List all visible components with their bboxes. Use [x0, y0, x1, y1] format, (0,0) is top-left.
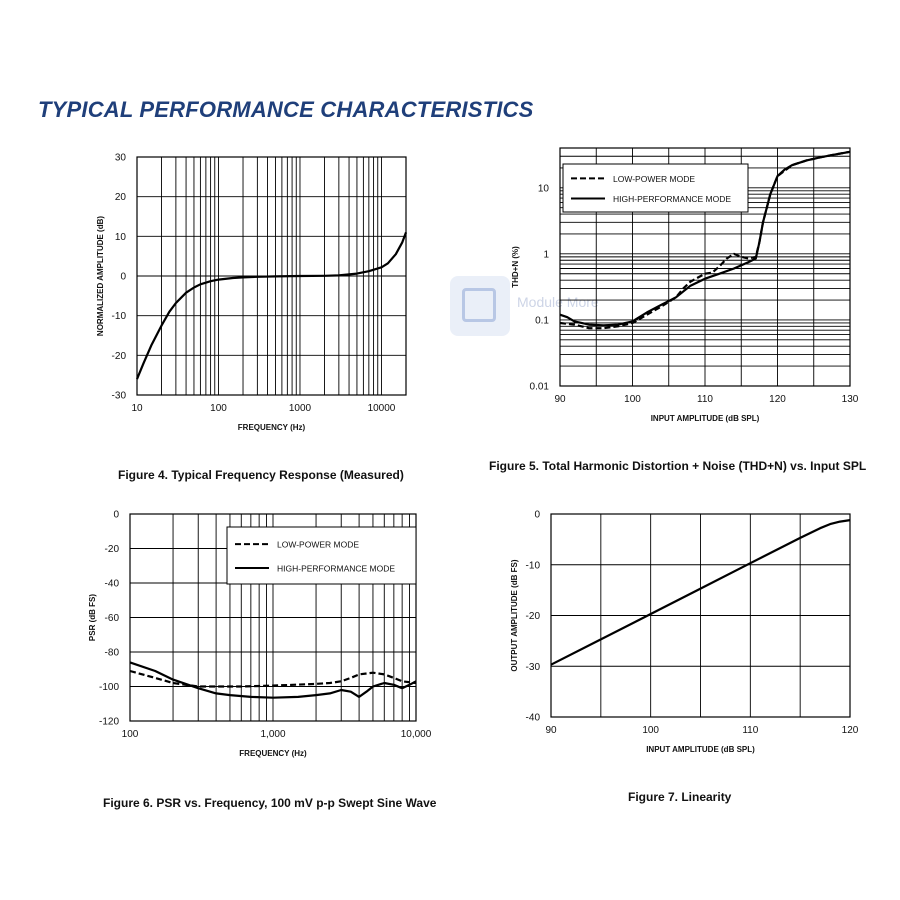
fig5-ytick-label: 1 — [543, 249, 549, 261]
figure-6-caption: Figure 6. PSR vs. Frequency, 100 mV p-p Swept Sine Wave — [103, 796, 437, 810]
fig4-ytick-label: -30 — [111, 390, 126, 402]
fig6-xaxis-label: FREQUENCY (Hz) — [239, 749, 307, 758]
fig4-xtick-label: 10000 — [367, 403, 396, 414]
fig6-legend-box — [227, 527, 416, 584]
fig5-xtick-label: 120 — [769, 394, 786, 405]
fig4-yaxis-label: NORMALIZED AMPLITUDE (dB) — [96, 215, 105, 337]
fig6-ytick-label: -60 — [104, 613, 119, 624]
watermark-text: Module More — [517, 294, 599, 310]
fig4-xtick-label: 10 — [131, 403, 143, 414]
chart-fig4 — [96, 153, 406, 433]
fig4-ytick-label: 0 — [120, 271, 126, 283]
fig7-ytick-label: -40 — [525, 712, 540, 724]
chart-fig6 — [88, 510, 432, 759]
fig4-xtick-label: 100 — [210, 403, 227, 414]
fig5-xtick-label: 90 — [554, 394, 566, 405]
fig7-xtick-label: 120 — [841, 725, 859, 736]
fig5-legend — [563, 164, 748, 212]
figure-7-caption: Figure 7. Linearity — [628, 790, 732, 804]
fig5-yaxis-label: THD+N (%) — [511, 246, 520, 288]
figure-4-caption: Figure 4. Typical Frequency Response (Measured) — [118, 468, 404, 482]
figure-5-caption: Figure 5. Total Harmonic Distortion + Noise (THD+N) vs. Input SPL — [489, 459, 867, 473]
fig7-ytick-label: -10 — [525, 560, 540, 572]
fig6-legend-label: HIGH-PERFORMANCE MODE — [277, 563, 396, 574]
fig6-legend-label: LOW-POWER MODE — [277, 539, 360, 550]
fig4-ytick-label: -10 — [111, 311, 126, 323]
fig6-ytick-label: -40 — [104, 578, 119, 590]
fig4-series-line — [137, 232, 406, 379]
chart-fig5 — [511, 148, 859, 423]
fig6-ytick-label: -120 — [98, 716, 119, 728]
fig7-ytick-label: -20 — [525, 611, 540, 622]
fig5-xtick-label: 130 — [841, 394, 859, 405]
fig6-xtick-label: 10,000 — [400, 729, 432, 740]
fig4-ytick-label: 10 — [114, 231, 126, 243]
fig5-ytick-label: 0.1 — [535, 315, 549, 327]
chart-fig7 — [510, 510, 859, 755]
fig5-ytick-label: 0.01 — [529, 381, 549, 393]
fig6-ytick-label: -20 — [104, 544, 119, 555]
fig7-grid — [551, 514, 850, 717]
fig7-xtick-label: 90 — [545, 725, 557, 736]
fig5-xaxis-label: INPUT AMPLITUDE (dB SPL) — [650, 414, 760, 423]
fig7-xaxis-label: INPUT AMPLITUDE (dB SPL) — [646, 745, 755, 754]
page-heading: TYPICAL PERFORMANCE CHARACTERISTICS — [38, 97, 534, 122]
fig5-legend-box — [563, 164, 748, 212]
fig4-xtick-label: 1000 — [288, 403, 312, 414]
fig4-xaxis-label: FREQUENCY (Hz) — [237, 423, 306, 432]
fig5-xtick-label: 110 — [697, 394, 713, 405]
fig7-xtick-label: 110 — [742, 725, 759, 736]
fig7-ytick-label: 0 — [534, 509, 540, 521]
fig7-ytick-label: -30 — [525, 661, 540, 673]
fig5-xtick-label: 100 — [624, 394, 641, 405]
fig5-legend-label: HIGH-PERFORMANCE MODE — [613, 194, 732, 205]
fig6-ytick-label: -80 — [104, 647, 119, 659]
fig7-yaxis-label: OUTPUT AMPLITUDE (dB FS) — [510, 559, 519, 672]
fig6-yaxis-label: PSR (dB FS) — [88, 593, 97, 642]
fig4-ytick-label: -20 — [111, 350, 126, 362]
fig5-legend-label: LOW-POWER MODE — [613, 173, 696, 184]
fig6-xtick-label: 1,000 — [260, 729, 286, 740]
fig7-xtick-label: 100 — [642, 725, 660, 736]
fig4-ytick-label: 20 — [114, 192, 126, 204]
fig6-ytick-label: 0 — [113, 509, 119, 521]
fig6-ytick-label: -100 — [98, 682, 119, 693]
fig6-xtick-label: 100 — [121, 729, 139, 740]
fig4-ytick-label: 30 — [114, 152, 126, 164]
fig5-ytick-label: 10 — [537, 183, 549, 195]
fig6-legend — [227, 527, 416, 584]
